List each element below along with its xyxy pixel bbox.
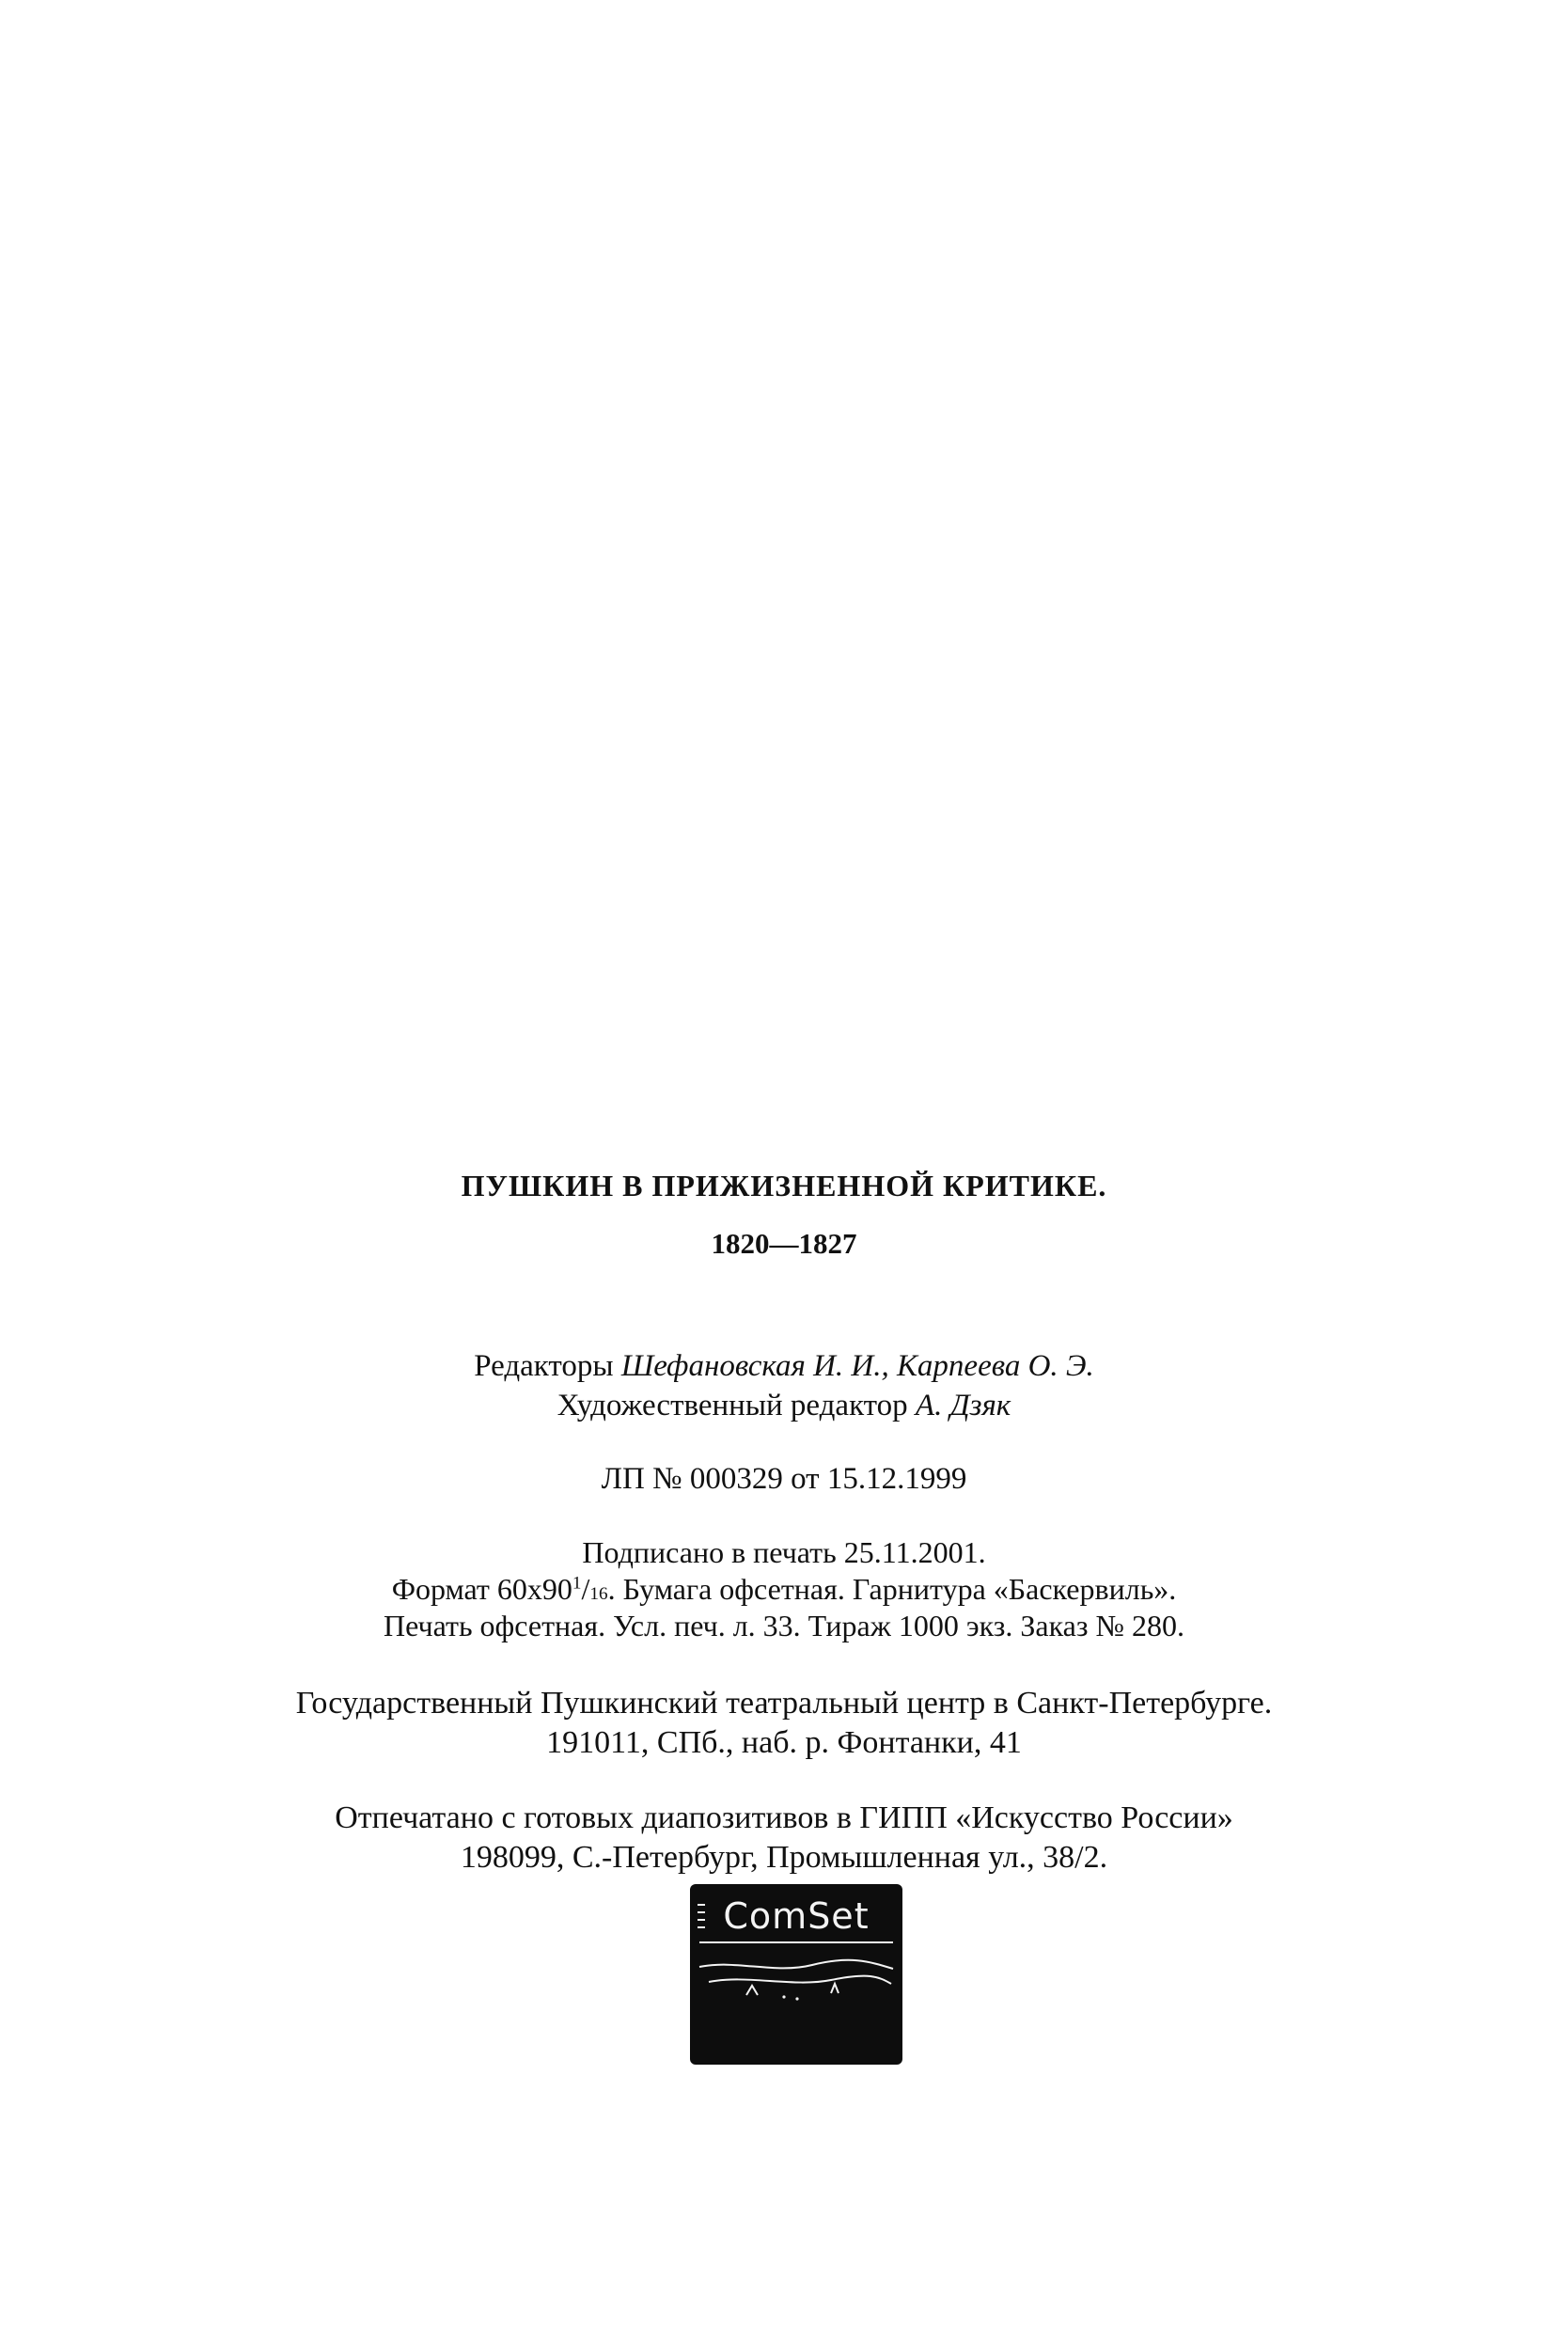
art-editor-line (0, 1386, 1568, 1425)
credits (0, 1346, 1568, 1425)
format-suffix: . Бумага офсетная. Гарнитура «Баскервиль». (607, 1572, 1177, 1606)
format-slash: / (581, 1572, 590, 1606)
editors-names: Шефановская И. И., Карпеева О. Э. (620, 1349, 1094, 1383)
license-number: ЛП № 000329 от 15.12.1999 (601, 1462, 967, 1496)
publisher-name: Государственный Пушкинский театральный центр в Санкт-Петербурге. (295, 1686, 1273, 1721)
format-prefix: Формат 60х90 (391, 1572, 572, 1606)
publisher-address: 191011, СПб., наб. р. Фонтанки, 41 (546, 1725, 1022, 1760)
book-years: 1820—1827 (711, 1227, 857, 1260)
signed-to-print: Подписано в печать 25.11.2001. (582, 1535, 986, 1569)
editors-line (0, 1346, 1568, 1386)
format-line (0, 1571, 1568, 1608)
printer-address: 198099, С.-Петербург, Промышленная ул., 38/2. (460, 1840, 1108, 1875)
colophon (0, 1164, 1568, 1878)
editors-label: Редакторы (474, 1349, 621, 1383)
printer-info (0, 1799, 1568, 1878)
book-title: ПУШКИН В ПРИЖИЗНЕННОЙ КРИТИКЕ. (461, 1169, 1107, 1202)
publisher-info (0, 1684, 1568, 1763)
printing-info (0, 1534, 1568, 1644)
print-details: Печать офсетная. Усл. печ. л. 33. Тираж 1000 экз. Заказ № 280. (383, 1609, 1185, 1642)
art-editor-name: А. Дзяк (915, 1389, 1011, 1422)
format-sub: 16 (589, 1584, 608, 1604)
printer-name: Отпечатано с готовых диапозитивов в ГИПП «Искусство России» (335, 1800, 1233, 1835)
art-editor-label: Художественный редактор (557, 1389, 916, 1422)
comset-logo-icon (690, 1884, 902, 2065)
format-sup: 1 (572, 1573, 582, 1594)
logo-text: ComSet (723, 1895, 870, 1937)
